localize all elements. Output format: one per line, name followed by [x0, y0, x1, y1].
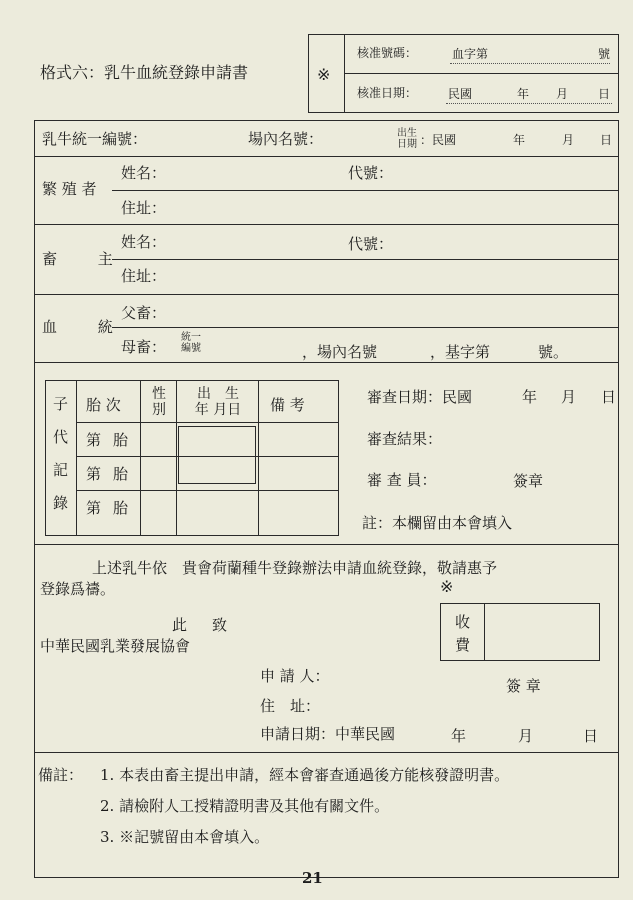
dam-unified-id-label: 統一 編號: [181, 332, 201, 354]
farm-name-label: 場內名號：: [248, 130, 324, 148]
reviewer-label: 審 查 員：: [367, 471, 437, 489]
review-day[interactable]: 日: [601, 388, 617, 406]
birth-date-era: ：民國: [420, 133, 457, 147]
approval-month[interactable]: 月: [556, 87, 569, 101]
dam-farm-name-label: ，場內名號: [302, 343, 378, 361]
approval-number-prefix: 血字第: [452, 47, 489, 61]
approval-date-label: 核准日期：: [357, 86, 418, 100]
application-date-label: 申請日期：中華民國: [260, 725, 396, 743]
offspring-section-char-3: 記: [53, 461, 69, 479]
approval-number-suffix[interactable]: 號: [598, 47, 611, 61]
application-month[interactable]: 月: [518, 727, 534, 745]
addressee-1: 此: [172, 616, 188, 634]
birth-day[interactable]: 日: [600, 133, 613, 147]
note-item-3: 3. ※記號留由本會填入。: [100, 828, 270, 846]
form-title: 格式六：乳牛血統登錄申請書: [40, 63, 249, 82]
breeder-section-label: 繁 殖 者: [42, 180, 97, 198]
dam-base-prefix: ，基字第: [430, 343, 491, 361]
review-note: 註：本欄留由本會填入: [362, 514, 513, 532]
application-statement-1: 上述乳牛依 貴會荷蘭種牛登錄辦法申請血統登錄，敬請惠予: [92, 559, 498, 577]
approval-date-era: 民國: [448, 87, 473, 101]
sire-label: 父畜：: [121, 304, 167, 322]
note-item-1: 1. 本表由畜主提出申請，經本會審查通過後方能核發證明書。: [100, 766, 510, 784]
fee-label-1: 收: [455, 613, 471, 631]
pedigree-section-label: 血 統: [42, 318, 131, 336]
col-sex: 性 別: [152, 386, 166, 418]
offspring-row-3[interactable]: 第胎: [86, 499, 141, 517]
owner-address-label: 住址：: [121, 267, 167, 285]
offspring-row-2[interactable]: 第胎: [86, 465, 141, 483]
owner-section-label: 畜 主: [42, 250, 131, 268]
note-item-2: 2. 請檢附人工授精證明書及其他有關文件。: [100, 797, 390, 815]
col-birth: 出 生 年 月日: [194, 386, 242, 418]
page-number: 21: [302, 869, 323, 887]
reviewer-sign[interactable]: 簽章: [513, 472, 544, 490]
dam-label: 母畜：: [121, 338, 167, 356]
offspring-section-char-2: 代: [53, 428, 69, 446]
addressee-2: 致: [212, 616, 228, 634]
offspring-section-char-4: 錄: [53, 494, 69, 512]
review-year[interactable]: 年: [522, 388, 538, 406]
applicant-label: 申 請 人：: [260, 667, 330, 685]
application-year[interactable]: 年: [451, 727, 467, 745]
approval-number-label: 核准號碼：: [357, 46, 418, 60]
owner-code-label: 代號：: [348, 235, 394, 253]
application-statement-2: 登錄爲禱。: [40, 580, 116, 598]
applicant-sign[interactable]: 簽 章: [506, 677, 541, 695]
applicant-address-label: 住 址：: [260, 697, 321, 715]
breeder-name-label: 姓名：: [121, 164, 167, 182]
approval-year[interactable]: 年: [517, 87, 530, 101]
fee-mark: ※: [440, 577, 454, 596]
review-month[interactable]: 月: [561, 388, 577, 406]
birth-year[interactable]: 年: [513, 133, 526, 147]
owner-name-label: 姓名：: [121, 233, 167, 251]
col-remarks: 備 考: [270, 396, 305, 414]
fee-label-2: 費: [455, 636, 471, 654]
application-day[interactable]: 日: [583, 727, 599, 745]
breeder-code-label: 代號：: [348, 164, 394, 182]
review-date-label: 審查日期：民國: [367, 388, 473, 406]
cow-id-label: 乳牛統一編號：: [42, 130, 148, 148]
breeder-address-label: 住址：: [121, 199, 167, 217]
association-name: 中華民國乳業發展協會: [40, 637, 191, 655]
review-result-label: 審查結果：: [367, 430, 443, 448]
dam-base-suffix: 號。: [538, 343, 569, 361]
offspring-section-char-1: 子: [53, 395, 69, 413]
notes-label: 備註：: [38, 766, 84, 784]
birth-date-label: 出生 日期: [397, 128, 417, 150]
approval-day[interactable]: 日: [598, 87, 611, 101]
offspring-row-1[interactable]: 第胎: [86, 431, 141, 449]
col-parity: 胎 次: [86, 396, 121, 414]
approval-mark: ※: [317, 65, 331, 84]
birth-month[interactable]: 月: [562, 133, 575, 147]
